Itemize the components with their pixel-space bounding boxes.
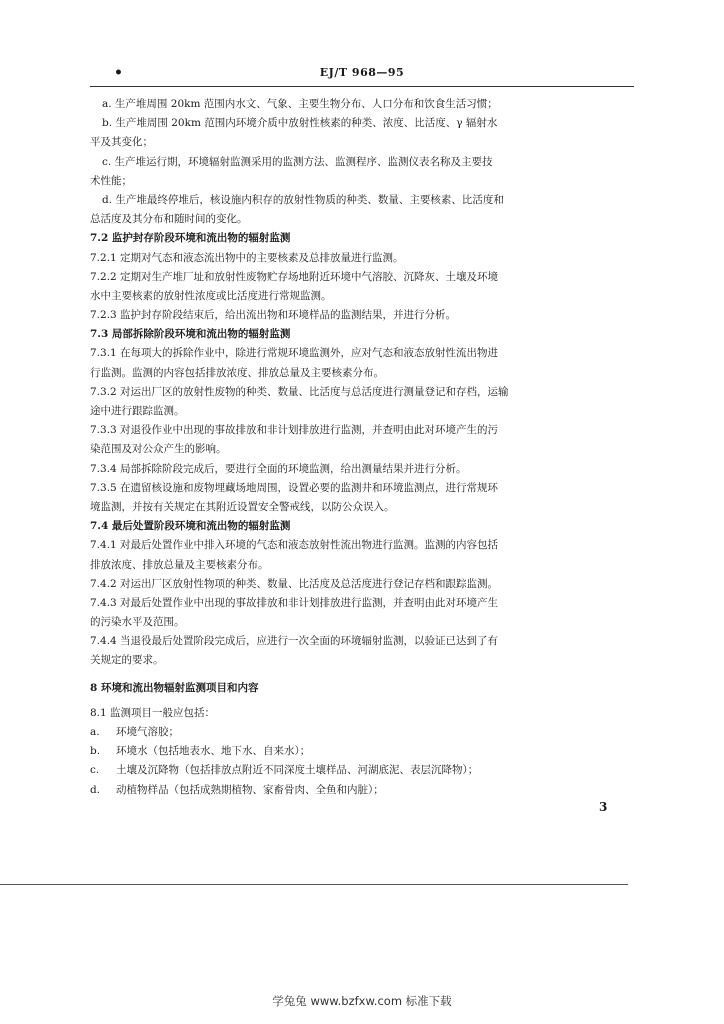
clause-7-4-2: 7.4.2 对运出厂区放射性物项的种类、数量、比活度及总活度进行登记存档和跟踪监测。 xyxy=(90,577,499,590)
list-item-text: 动植物样品（包括成熟期植物、家畜骨肉、全鱼和内脏）； xyxy=(116,783,384,796)
clause-7-3-5-cont: 境监测，并按有关规定在其附近设置安全警戒线，以防公众误入。 xyxy=(90,500,395,513)
clause-7-3-2-cont: 途中进行跟踪监测。 xyxy=(90,405,185,417)
list-item xyxy=(90,723,634,742)
section-7-2-heading: 7.2 监护封存阶段环境和流出物的辐射监测 xyxy=(90,232,291,245)
clause-7-3-1: 7.3.1 在每项大的拆除作业中，除进行常规环境监测外，应对气态和液态放射性流出物进 xyxy=(90,347,499,360)
clause-7-2-3: 7.2.3 监护封存阶段结束后，给出流出物和环境样品的监测结果，并进行分析。 xyxy=(90,309,457,322)
clause-7-3-1-cont: 行监测。监测的内容包括排放浓度、排放总量及主要核素分布。 xyxy=(90,366,384,379)
list-item-label: d. xyxy=(90,783,101,796)
section-8-heading: 8 环境和流出物辐射监测项目和内容 xyxy=(90,681,259,694)
clause-7-4-1: 7.4.1 对最后处置作业中排入环境的气态和液态放射性流出物进行监测。监测的内容包括 xyxy=(90,539,499,552)
clause-7-3-4: 7.3.4 局部拆除阶段完成后，要进行全面的环境监测，给出测量结果并进行分析。 xyxy=(90,462,467,475)
clause-7-3-3: 7.3.3 对退役作业中出现的事故排放和非计划排放进行监测，并查明由此对环境产生的污 xyxy=(90,424,499,437)
footer-divider xyxy=(0,884,628,885)
clause-7-3-5: 7.3.5 在遗留核设施和废物埋藏场地周围，设置必要的监测井和环境监测点，进行常规环 xyxy=(90,481,499,494)
section-7-4-heading: 7.4 最后处置阶段环境和流出物的辐射监测 xyxy=(90,520,291,533)
list-item-text: 环境气溶胶； xyxy=(116,726,179,738)
clause-7-2-2: 7.2.2 定期对生产堆厂址和放射性废物贮存场地附近环境中气溶胶、沉降灰、土壤及环境 xyxy=(90,270,499,283)
clause-7-4-3: 7.4.3 对最后处置作业中出现的事故排放和非计划排放进行监测，并查明由此对环境产生 xyxy=(90,596,499,609)
site-watermark: 学兔兔 www.bzfxw.com 标准下载 xyxy=(272,994,452,1008)
clause-a: a. 生产堆周围 20km 范围内水文、气象、主要生物分布、人口分布和饮食生活习惯； xyxy=(102,98,498,110)
header-divider xyxy=(90,86,634,87)
list-item-label: c. xyxy=(90,764,100,777)
clause-7-4-1-cont: 排放浓度、排放总量及主要核素分布。 xyxy=(90,558,269,571)
section-7-3-heading: 7.3 局部拆除阶段环境和流出物的辐射监测 xyxy=(90,328,291,341)
clause-c: c. 生产堆运行期，环境辐射监测采用的监测方法、监测程序、监测仪表名称及主要技 xyxy=(102,155,493,168)
list-item-label: a. xyxy=(90,726,100,738)
list-item-text: 土壤及沉降物（包括排放点附近不同深度土壤样品、河湖底泥、表层沉降物）； xyxy=(116,764,479,777)
list-item-label: b. xyxy=(90,745,101,758)
page-number: 3 xyxy=(599,800,608,814)
list-item xyxy=(90,761,634,780)
clause-7-2-2-cont: 水中主要核素的放射性浓度或比活度进行常规监测。 xyxy=(90,289,332,302)
list-item xyxy=(90,742,634,761)
section-8-1-intro: 8.1 监测项目一般应包括： xyxy=(90,706,216,719)
header-dot: • xyxy=(114,65,123,81)
list-item xyxy=(90,781,634,800)
clause-b-cont: 平及其变化； xyxy=(90,136,153,149)
clause-b: b. 生产堆周围 20km 范围内环境介质中放射性核素的种类、浓度、比活度、γ 辐射水 xyxy=(102,117,498,130)
clause-7-4-3-cont: 的污染水平及范围。 xyxy=(90,616,185,629)
clause-7-4-4-cont: 关规定的要求。 xyxy=(90,654,164,667)
clause-d: d. 生产堆最终停堆后，核设施内积存的放射性物质的种类、数量、主要核素、比活度和 xyxy=(102,193,504,206)
clause-7-3-2: 7.3.2 对运出厂区的放射性废物的种类、数量、比活度与总活度进行测量登记和存档，运输 xyxy=(90,385,509,398)
clause-d-cont: 总活度及其分布和随时间的变化。 xyxy=(90,213,248,226)
standard-code-header: EJ/T 968—95 xyxy=(319,66,405,79)
clause-7-2-1: 7.2.1 定期对气态和液态流出物中的主要核素及总排放量进行监测。 xyxy=(90,251,404,264)
document-body xyxy=(90,95,634,800)
list-item-text: 环境水（包括地表水、地下水、自来水）； xyxy=(116,745,311,758)
clause-c-cont: 术性能； xyxy=(90,174,132,187)
clause-7-3-3-cont: 染范围及对公众产生的影响。 xyxy=(90,443,227,456)
clause-7-4-4: 7.4.4 当退役最后处置阶段完成后，应进行一次全面的环境辐射监测，以验证已达到了有 xyxy=(90,635,499,648)
